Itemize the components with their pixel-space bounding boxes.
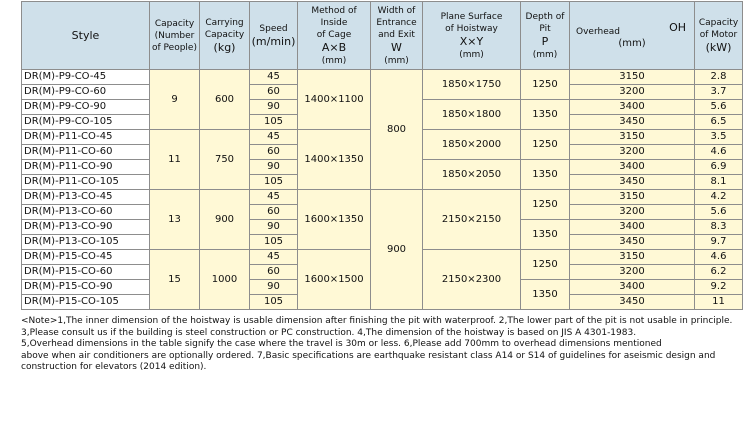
table-row — [22, 190, 743, 205]
header-plane-symbol: X×Y — [459, 34, 484, 48]
cell-overhead: 3450 — [570, 235, 695, 250]
cell-motor: 8.1 — [695, 175, 743, 190]
cell-style: DR(M)-P15-CO-60 — [22, 265, 150, 280]
cell-width: 900 — [371, 190, 423, 310]
cell-speed: 60 — [250, 145, 298, 160]
header-pit-line1: Depth of — [525, 11, 565, 22]
cell-overhead: 3200 — [570, 145, 695, 160]
header-method — [298, 2, 371, 70]
note-line: above when air conditioners are optionally ordered. 7,Basic specifications are earthquake resistant class A14 or S14 of guidelines for aseismic design and — [21, 350, 716, 361]
cell-style: DR(M)-P11-CO-105 — [22, 175, 150, 190]
cell-plane: 2150×2300 — [423, 250, 521, 310]
cell-style: DR(M)-P9-CO-90 — [22, 100, 150, 115]
header-motor-unit: (kW) — [705, 40, 732, 54]
cell-motor: 9.2 — [695, 280, 743, 295]
cell-plane: 1850×2050 — [423, 160, 521, 190]
cell-method: 1400×1350 — [298, 130, 371, 190]
notes-block — [21, 316, 741, 374]
cell-overhead: 3400 — [570, 160, 695, 175]
header-carrying-line1: Carrying — [205, 17, 244, 28]
header-speed-line1: Speed — [259, 23, 288, 34]
cell-motor: 4.6 — [695, 250, 743, 265]
header-speed — [250, 2, 298, 70]
cell-overhead: 3150 — [570, 250, 695, 265]
cell-style: DR(M)-P9-CO-45 — [22, 70, 150, 85]
cell-carrying: 1000 — [200, 250, 250, 310]
header-style: Style — [22, 2, 150, 70]
header-pit — [521, 2, 570, 70]
cell-overhead: 3400 — [570, 280, 695, 295]
header-capacity — [150, 2, 200, 70]
cell-pit: 1350 — [521, 220, 570, 250]
header-capacity-line1: Capacity — [154, 18, 195, 29]
cell-carrying: 900 — [200, 190, 250, 250]
cell-speed: 105 — [250, 235, 298, 250]
cell-overhead: 3200 — [570, 85, 695, 100]
cell-style: DR(M)-P15-CO-90 — [22, 280, 150, 295]
cell-style: DR(M)-P15-CO-45 — [22, 250, 150, 265]
note-line: construction for elevators (2014 edition). — [21, 362, 207, 373]
cell-overhead: 3450 — [570, 295, 695, 310]
header-carrying — [200, 2, 250, 70]
note-line: 5,Overhead dimensions in the table signify the case where the travel is 30m or less. 6,Please add 700mm to overhead dimensions mentioned — [21, 339, 662, 350]
header-width-symbol: W — [391, 40, 402, 54]
cell-speed: 60 — [250, 265, 298, 280]
cell-style: DR(M)-P13-CO-60 — [22, 205, 150, 220]
cell-style: DR(M)-P13-CO-105 — [22, 235, 150, 250]
cell-overhead: 3400 — [570, 220, 695, 235]
cell-motor: 9.7 — [695, 235, 743, 250]
cell-motor: 5.6 — [695, 205, 743, 220]
cell-speed: 45 — [250, 250, 298, 265]
header-pit-symbol: P — [541, 34, 549, 48]
cell-overhead: 3150 — [570, 130, 695, 145]
header-method-unit: (mm) — [321, 55, 347, 66]
cell-carrying: 600 — [200, 70, 250, 130]
cell-plane: 2150×2150 — [423, 190, 521, 250]
cell-motor: 3.7 — [695, 85, 743, 100]
cell-pit: 1350 — [521, 100, 570, 130]
header-plane-line2: of Hoistway — [445, 23, 498, 34]
header-row — [22, 2, 743, 70]
header-method-line2: of Cage — [316, 29, 352, 40]
header-speed-unit: (m/min) — [251, 34, 296, 48]
cell-width: 800 — [371, 70, 423, 190]
cell-capacity: 13 — [150, 190, 200, 250]
header-plane-unit: (mm) — [459, 49, 484, 60]
cell-speed: 90 — [250, 280, 298, 295]
cell-motor: 2.8 — [695, 70, 743, 85]
cell-style: DR(M)-P11-CO-60 — [22, 145, 150, 160]
header-motor-line1: Capacity — [698, 17, 739, 28]
cell-overhead: 3150 — [570, 190, 695, 205]
cell-speed: 45 — [250, 70, 298, 85]
header-width-line1: Width of — [377, 5, 416, 16]
cell-speed: 105 — [250, 115, 298, 130]
cell-pit: 1250 — [521, 130, 570, 160]
cell-style: DR(M)-P11-CO-90 — [22, 160, 150, 175]
cell-style: DR(M)-P9-CO-60 — [22, 85, 150, 100]
header-method-line1: Method of Inside — [311, 5, 357, 28]
cell-plane: 1850×1750 — [423, 70, 521, 100]
cell-overhead: 3400 — [570, 100, 695, 115]
header-pit-line2: Pit — [539, 23, 551, 34]
header-plane — [423, 2, 521, 70]
header-width-unit: (mm) — [384, 55, 409, 66]
cell-pit: 1350 — [521, 160, 570, 190]
cell-overhead: 3450 — [570, 115, 695, 130]
header-method-symbol: A×B — [321, 40, 347, 54]
header-plane-line1: Plane Surface — [440, 11, 503, 22]
header-carrying-line2: Capacity — [204, 29, 245, 40]
cell-style: DR(M)-P15-CO-105 — [22, 295, 150, 310]
header-pit-unit: (mm) — [532, 49, 558, 60]
cell-style: DR(M)-P11-CO-45 — [22, 130, 150, 145]
cell-speed: 105 — [250, 295, 298, 310]
cell-capacity: 11 — [150, 130, 200, 190]
cell-motor: 3.5 — [695, 130, 743, 145]
cell-carrying: 750 — [200, 130, 250, 190]
cell-motor: 6.2 — [695, 265, 743, 280]
table-row — [22, 70, 743, 85]
header-carrying-unit: (kg) — [213, 40, 236, 54]
header-overhead — [570, 2, 695, 70]
header-overhead-unit: (mm) — [618, 38, 646, 49]
cell-method: 1600×1500 — [298, 250, 371, 310]
cell-motor: 4.6 — [695, 145, 743, 160]
cell-overhead: 3450 — [570, 175, 695, 190]
note-line: 3,Please consult us if the building is steel construction or PC construction. 4,The dimension of the hoistway is based on JIS A 4301-1983. — [21, 327, 637, 338]
cell-pit: 1250 — [521, 250, 570, 280]
cell-overhead: 3200 — [570, 265, 695, 280]
cell-speed: 105 — [250, 175, 298, 190]
cell-speed: 45 — [250, 130, 298, 145]
cell-motor: 8.3 — [695, 220, 743, 235]
header-width — [371, 2, 423, 70]
header-overhead-symbol: OH — [669, 21, 686, 34]
cell-method: 1600×1350 — [298, 190, 371, 250]
cell-speed: 60 — [250, 85, 298, 100]
header-capacity-line3: of People) — [152, 42, 197, 53]
cell-method: 1400×1100 — [298, 70, 371, 130]
header-motor-line2: of Motor — [699, 29, 738, 40]
cell-overhead: 3200 — [570, 205, 695, 220]
cell-motor: 6.9 — [695, 160, 743, 175]
cell-style: DR(M)-P13-CO-90 — [22, 220, 150, 235]
header-width-line3: and Exit — [378, 29, 415, 40]
elevator-spec-table — [21, 1, 743, 310]
cell-speed: 90 — [250, 100, 298, 115]
cell-plane: 1850×2000 — [423, 130, 521, 160]
cell-motor: 11 — [695, 295, 743, 310]
note-line: <Note>1,The inner dimension of the hoistway is usable dimension after finishing the pit with waterproof. 2,The lower part of the pit is not usable in principle. — [21, 316, 733, 326]
cell-pit: 1350 — [521, 280, 570, 310]
cell-motor: 4.2 — [695, 190, 743, 205]
cell-speed: 60 — [250, 205, 298, 220]
header-capacity-line2: (Number — [154, 30, 195, 41]
cell-pit: 1250 — [521, 70, 570, 100]
cell-speed: 90 — [250, 160, 298, 175]
header-overhead-label: Overhead — [576, 27, 620, 37]
cell-style: DR(M)-P9-CO-105 — [22, 115, 150, 130]
cell-speed: 45 — [250, 190, 298, 205]
cell-motor: 6.5 — [695, 115, 743, 130]
cell-style: DR(M)-P13-CO-45 — [22, 190, 150, 205]
cell-capacity: 15 — [150, 250, 200, 310]
cell-plane: 1850×1800 — [423, 100, 521, 130]
cell-speed: 90 — [250, 220, 298, 235]
header-width-line2: Entrance — [376, 17, 417, 28]
cell-capacity: 9 — [150, 70, 200, 130]
cell-overhead: 3150 — [570, 70, 695, 85]
cell-motor: 5.6 — [695, 100, 743, 115]
cell-pit: 1250 — [521, 190, 570, 220]
header-motor — [695, 2, 743, 70]
